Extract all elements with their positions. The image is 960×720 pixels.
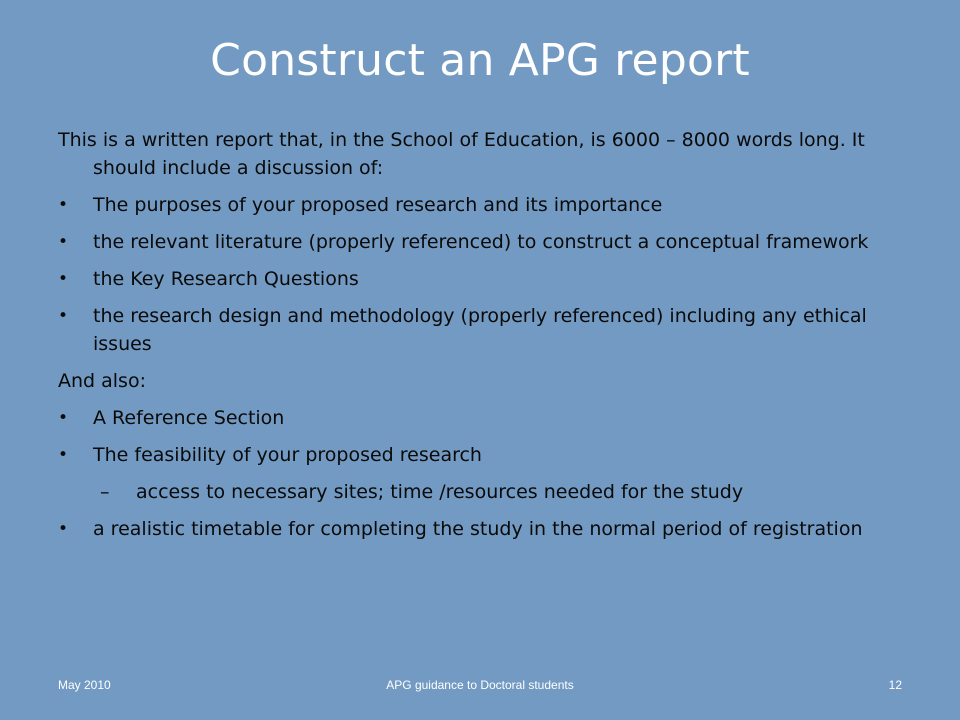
also-paragraph: And also: (58, 370, 146, 392)
bullet-marker: • (58, 195, 69, 215)
bullet-item (58, 228, 908, 256)
bullet-text: the research design and methodology (properly referenced) including any ethical issues (93, 305, 867, 355)
bullet-item (58, 441, 908, 469)
bullet-text: A Reference Section (93, 407, 285, 429)
sub-bullet-item (58, 478, 908, 506)
bullet-marker: • (58, 408, 69, 428)
bullet-item (58, 302, 908, 358)
footer-date: May 2010 (58, 678, 111, 692)
bullet-text: The purposes of your proposed research and its importance (93, 194, 663, 216)
bullet-text: a realistic timetable for completing the study in the normal period of registration (93, 518, 863, 540)
bullet-item (58, 404, 908, 432)
page-number: 12 (888, 678, 902, 692)
intro-paragraph: This is a written report that, in the School of Education, is 6000 – 8000 words long. It should include a discussion of: (58, 129, 865, 179)
slide-title: Construct an APG report (210, 35, 750, 86)
bullet-marker: • (58, 445, 69, 465)
bullet-marker: • (58, 232, 69, 252)
slide-body (58, 126, 908, 552)
bullet-text: the Key Research Questions (93, 268, 359, 290)
bullet-item (58, 515, 908, 543)
bullet-marker: • (58, 519, 69, 539)
sub-bullet-text: access to necessary sites; time /resources needed for the study (136, 481, 744, 503)
bullet-text: the relevant literature (properly referenced) to construct a conceptual framework (93, 231, 869, 253)
dash-marker: – (100, 481, 110, 503)
bullet-item (58, 191, 908, 219)
bullet-text: The feasibility of your proposed research (93, 444, 482, 466)
bullet-marker: • (58, 306, 69, 326)
footer-title: APG guidance to Doctoral students (386, 678, 574, 692)
bullet-item (58, 265, 908, 293)
bullet-marker: • (58, 269, 69, 289)
